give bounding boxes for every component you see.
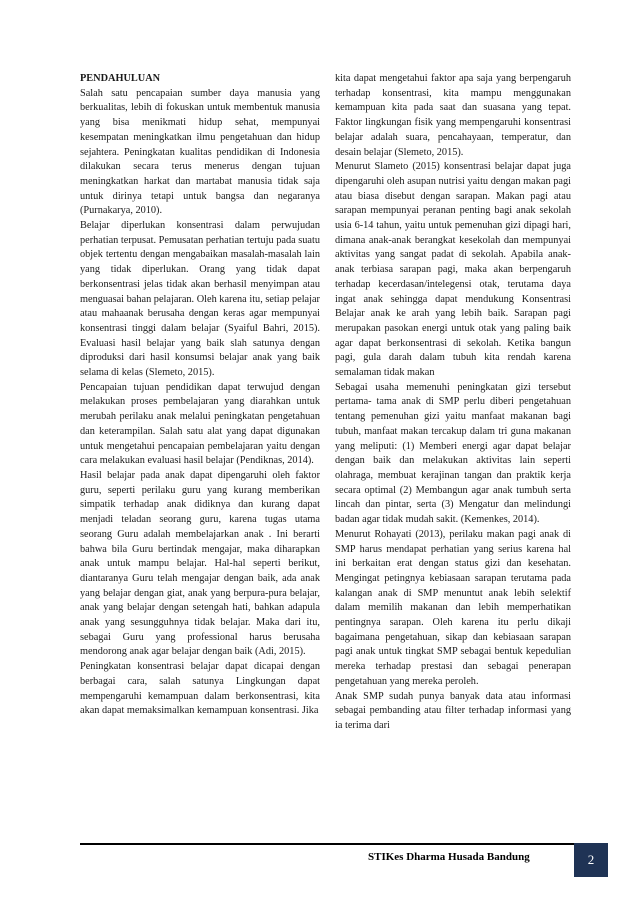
page-number-box [574, 843, 608, 877]
paragraph: kita dapat mengetahui faktor apa saja yang berpengaruh terhadap konsentrasi, kita mampu menggunakan kemampuan kita pada saat dan suasana yang tepat. Faktor lingkungan fisik yang mempengaruhi konsentrasi belajar adalah suara, pencahayaan, temperatur, dan desain belajar (Slemeto, 2015). [335, 73, 571, 158]
right-column [335, 72, 571, 734]
section-heading: PENDAHULUAN [80, 73, 161, 84]
paragraph: Salah satu pencapaian sumber daya manusia yang berkualitas, lebih di fokuskan untuk membentuk manusia yang bisa menikmati hidup sehat, mempunyai kesempatan meningkatkan ilmu pengetahuan dan hidup sejahtera. Peningkatan kualitas pendidikan di Indonesia dilakukan secara terus menerus dengan tujuan meningkatkan harkat dan martabat manusia tidak saja untuk dirinya tetapi untuk bangsa dan negaranya (Purnakarya, 2010). [80, 87, 320, 217]
paragraph: Belajar diperlukan konsentrasi dalam perwujudan perhatian terpusat. Pemusatan perhatian tertuju pada suatu objek tertentu dengan mengabaikan masalah-masalah lain yang tidak diperlukan. Orang yang tidak dapat berkonsentrasi jelas tidak akan berhasil menyimpan atau menguasai bahan pelajaran. Oleh karena itu, setiap pelajar atau mahaanak berusaha dengan keras agar mempunyai konsentrasi tinggi dalam belajar (Syaiful Bahri, 2015). Evaluasi hasil belajar yang baik slah satunya dengan diproduksi dari hasil konsumsi belajar anak yang baik selama di kelas (Slemeto, 2015). [80, 220, 320, 379]
footer-institution: STIKes Dharma Husada Bandung [368, 851, 530, 863]
paragraph: Pencapaian tujuan pendidikan dapat terwujud dengan melakukan proses pembelajaran yang diarahkan untuk merubah perilaku anak melalui peningkatan pengetahuan dan keterampilan. Salah satu alat yang dapat digunakan untuk mengetahui pencapaian pembelajaran yaitu dengan cara melakukan evaluasi hasil belajar (Pendiknas, 2014). [80, 381, 320, 467]
left-column [80, 72, 320, 719]
paragraph: Menurut Rohayati (2013), perilaku makan pagi anak di SMP harus mendapat perhatian yang serius karena hal ini berkaitan erat dengan status gizi dan kesehatan. Mengingat petingnya kebiasaan sarapan terutama pada kalangan anak di SMP menuntut anak lebih selektif dalam memilih makanan dan lebih memperhatikan pentingnya sarapan. Oleh karena itu perlu dikaji bagaimana pengetahuan, sikap dan kebiasaan sarapan pagi anak untuk tingkat SMP sebagai bentuk kepedulian mereka terhadap prestasi dan sebagai penerapan pengetahuan yang mereka peroleh. [335, 528, 571, 687]
footer-rule [80, 843, 590, 845]
paragraph: Peningkatan konsentrasi belajar dapat dicapai dengan berbagai cara, salah satunya Lingkungan dapat mempengaruhi kemampuan dalam berkonsentrasi, kita akan dapat memaksimalkan kemampuan konsentrasi. Jika [80, 661, 320, 717]
paragraph: Menurut Slameto (2015) konsentrasi belajar dapat juga dipengaruhi oleh asupan nutrisi yaitu dengan makan pagi atau biasa disebut dengan sarapan. Makan pagi atau sarapan mempunyai peranan penting bagi anak sekolah usia 6-14 tahun, yaitu untuk pemenuhan gizi dipagi hari, dimana anak-anak berangkat kesekolah dan mempunyai aktivitas yang sangat padat di sekolah. Apabila anak-anak terbiasa sarapan pagi, maka akan berpengaruh terhadap kecerdasan/intelegensi otak, terutama daya ingat anak sehingga dapat mendukung Konsentrasi Belajar anak ke arah yang lebih baik. Sarapan pagi merupakan pasokan energi untuk otak yang paling baik agar dapat berkonsentrasi di sekolah. Ketika bangun pagi, gula darah dalam tubuh kita rendah karena semalaman tidak makan [335, 161, 571, 379]
page-number: 2 [587, 852, 595, 867]
paragraph: Anak SMP sudah punya banyak data atau informasi sebagai pembanding atau filter terhadap informasi yang ia terima dari [335, 690, 571, 731]
paragraph: Sebagai usaha memenuhi peningkatan gizi tersebut pertama- tama anak di SMP perlu diberi pengetahuan tentang pemenuhan gizi yaitu manfaat makanan bagi tubuh, manfaat makan tercakup dalam tri guna makanan yang meliputi: (1) Memberi energi agar dapat belajar dengan baik dan melakukan aktivitas lain seperti olahraga, membuat kerajinan tangan dan praktik kerja secara optimal (2) Membangun agar anak tumbuh serta lincah dan pintar, serta (3) Mengatur dan melindungi badan agar tidak mudah sakit. (Kemenkes, 2014). [335, 381, 571, 526]
paragraph: Hasil belajar pada anak dapat dipengaruhi oleh faktor guru, seperti perilaku guru yang kurang memberikan simpatik terhadap anak didiknya dan kurang dapat menjadi teladan seorang guru, karena tugas utama seorang Guru adalah membelajarkan anak . Ini berarti bahwa bila Guru bertindak mengajar, maka diharapkan anak untuk mampu belajar. Hal-hal seperti berikut, diantaranya Guru telah mengajar dengan baik, ada anak yang belajar dengan giat, anak yang berpura-pura belajar, anak yang belajar dengan setengah hati, bahkan adapula anak yang sesungguhnya tidak belajar. Maka dari itu, sebagai Guru yang professional harus berusaha mendorong anak agar belajar dengan baik (Adi, 2015). [80, 469, 320, 658]
